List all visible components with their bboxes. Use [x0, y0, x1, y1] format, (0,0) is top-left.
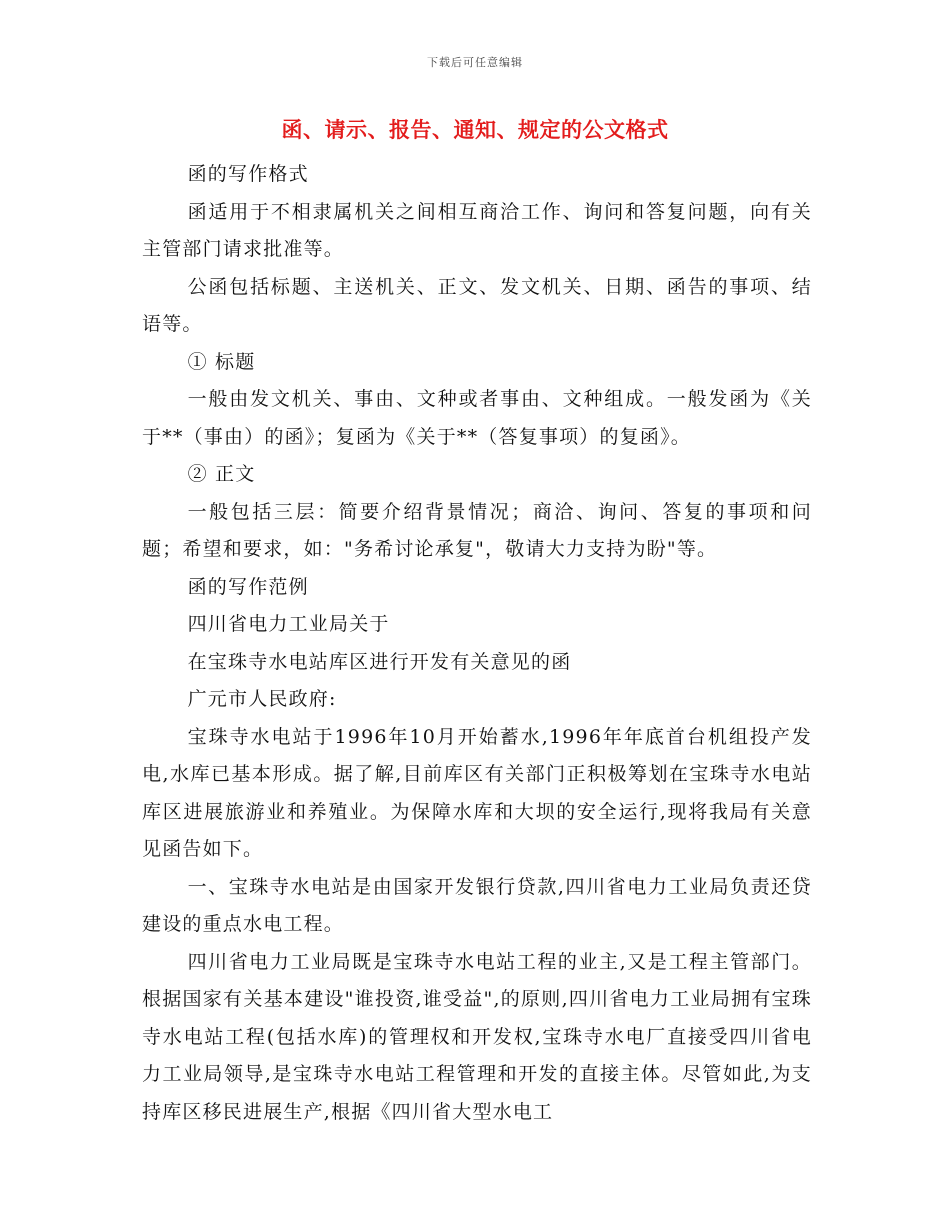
- example-title-line: 四川省电力工业局关于: [187, 613, 390, 635]
- document-body: [142, 156, 812, 1131]
- paragraph: 宝珠寺水电站于1996年10月开始蓄水,1996年年底首台机组投产发电,水库已基本形成。据了解,目前库区有关部门正积极筹划在宝珠寺水电站库区进展旅游业和养殖业。为保障水库和大坝的安全运行,现将我局有关意见函告如下。: [142, 725, 812, 860]
- paragraph: 公函包括标题、主送机关、正文、发文机关、日期、函告的事项、结语等。: [142, 275, 812, 335]
- paragraph-subheading: ② 正文: [187, 463, 256, 485]
- example-title-line: 在宝珠寺水电站库区进行开发有关意见的函: [187, 650, 572, 673]
- paragraph-subheading: ① 标题: [187, 350, 256, 373]
- document-title: 函、请示、报告、通知、规定的公文格式: [281, 118, 669, 142]
- addressee: 广元市人民政府:: [187, 688, 337, 710]
- paragraph-section-heading: 函的写作范例: [187, 575, 309, 598]
- paragraph: 一般包括三层：简要介绍背景情况；商洽、询问、答复的事项和问题；希望和要求，如："务希讨论承复"，敬请大力支持为盼"等。: [142, 500, 812, 560]
- paragraph: 一般由发文机关、事由、文种或者事由、文种组成。一般发函为《关于**（事由）的函》；复函为《关于**（答复事项）的复函》。: [142, 388, 812, 448]
- header-note: 下载后可任意编辑: [427, 56, 523, 69]
- paragraph: 一、宝珠寺水电站是由国家开发银行贷款,四川省电力工业局负责还贷建设的重点水电工程。: [142, 875, 812, 935]
- paragraph: 四川省电力工业局既是宝珠寺水电站工程的业主,又是工程主管部门。根据国家有关基本建设"谁投资,谁受益",的原则,四川省电力工业局拥有宝珠寺水电站工程(包括水库)的管理权和开发权,宝珠寺水电厂直接受四川省电力工业局领导,是宝珠寺水电站工程管理和开发的直接主体。尽管如此,为支持库区移民进展生产,根据《四川省大型水电工: [142, 950, 812, 1123]
- paragraph-section-heading: 函的写作格式: [187, 163, 309, 185]
- paragraph: 函适用于不相隶属机关之间相互商洽工作、询问和答复问题，向有关主管部门请求批准等。: [142, 200, 812, 260]
